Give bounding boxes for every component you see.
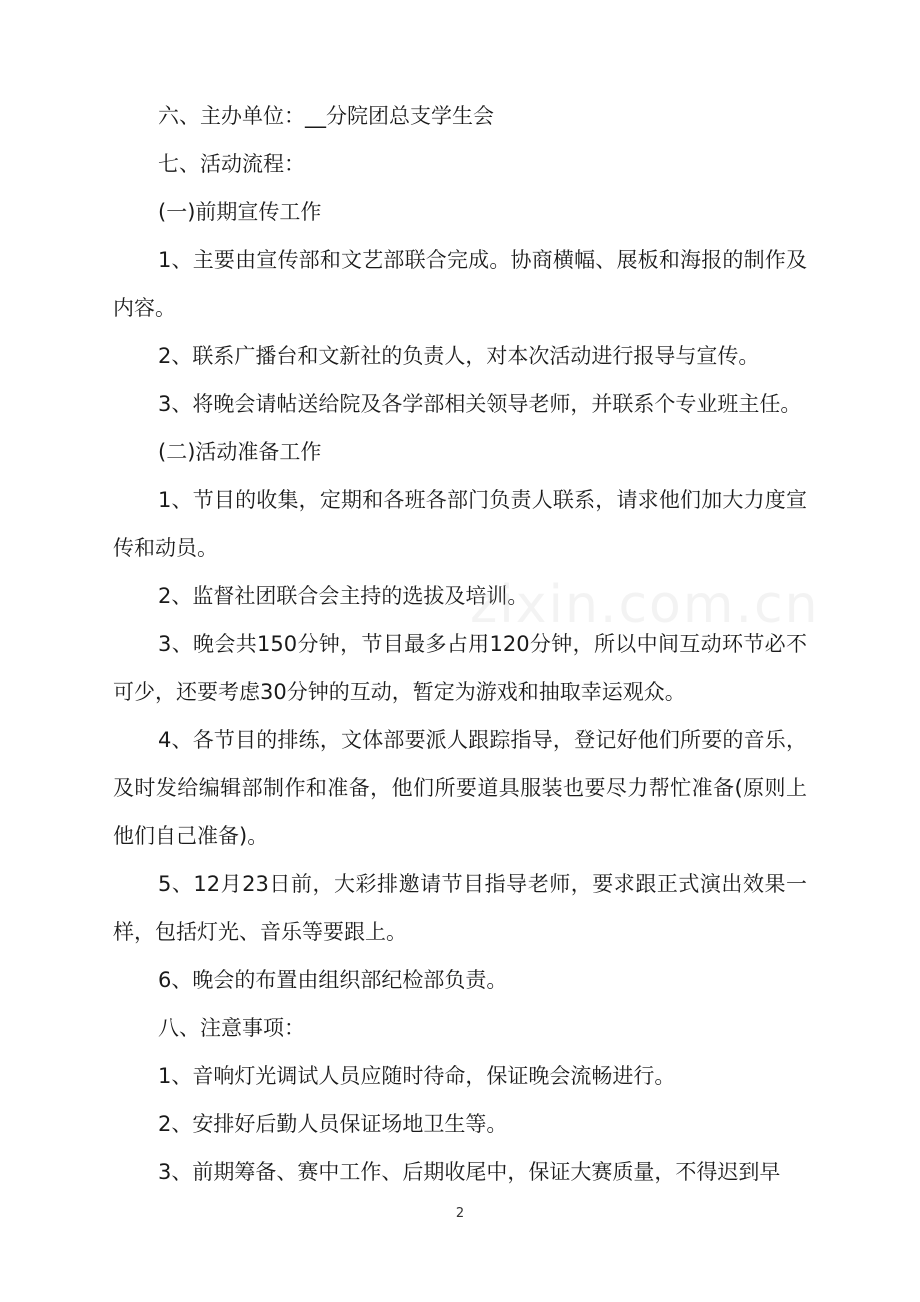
paragraph-preparation-5: 5、12月23日前，大彩排邀请节目指导老师，要求跟正式演出效果一样，包括灯光、音乐等要跟上。	[113, 872, 807, 944]
watermark-text: zixin.com.cn	[470, 575, 820, 635]
page-number: 2	[455, 1206, 465, 1221]
paragraph-promotion-2: 2、联系广播台和文新社的负责人，对本次活动进行报导与宣传。	[158, 344, 760, 368]
paragraph-preparation-heading: (二)活动准备工作	[158, 440, 322, 464]
paragraph-promotion-heading: (一)前期宣传工作	[158, 200, 322, 224]
paragraph-promotion-3: 3、将晚会请帖送给院及各学部相关领导老师，并联系个专业班主任。	[158, 392, 802, 416]
paragraph-preparation-4: 4、各节目的排练，文体部要派人跟踪指导，登记好他们所要的音乐，及时发给编辑部制作和准备，他们所要道具服装也要尽力帮忙准备(原则上他们自己准备)。	[113, 728, 807, 848]
paragraph-promotion-1: 1、主要由宣传部和文艺部联合完成。协商横幅、展板和海报的制作及内容。	[113, 248, 807, 320]
paragraph-notes-2: 2、安排好后勤人员保证场地卫生等。	[158, 1112, 508, 1136]
paragraph-activity-process: 七、活动流程：	[158, 152, 305, 176]
paragraph-notes-1: 1、音响灯光调试人员应随时待命，保证晚会流畅进行。	[158, 1064, 676, 1088]
paragraph-organizer: 六、主办单位：__分院团总支学生会	[158, 104, 494, 128]
paragraph-preparation-3: 3、晚会共150分钟，节目最多占用120分钟，所以中间互动环节必不可少，还要考虑30分钟的互动，暂定为游戏和抽取幸运观众。	[113, 632, 807, 704]
paragraph-preparation-6: 6、晚会的布置由组织部纪检部负责。	[158, 968, 508, 992]
document-body	[113, 92, 807, 1196]
paragraph-notes-3: 3、前期筹备、赛中工作、后期收尾中，保证大赛质量，不得迟到早	[158, 1160, 781, 1184]
paragraph-preparation-1: 1、节目的收集，定期和各班各部门负责人联系，请求他们加大力度宣传和动员。	[113, 488, 807, 560]
paragraph-preparation-2: 2、监督社团联合会主持的选拔及培训。	[158, 584, 529, 608]
paragraph-notes-heading: 八、注意事项：	[158, 1016, 305, 1040]
